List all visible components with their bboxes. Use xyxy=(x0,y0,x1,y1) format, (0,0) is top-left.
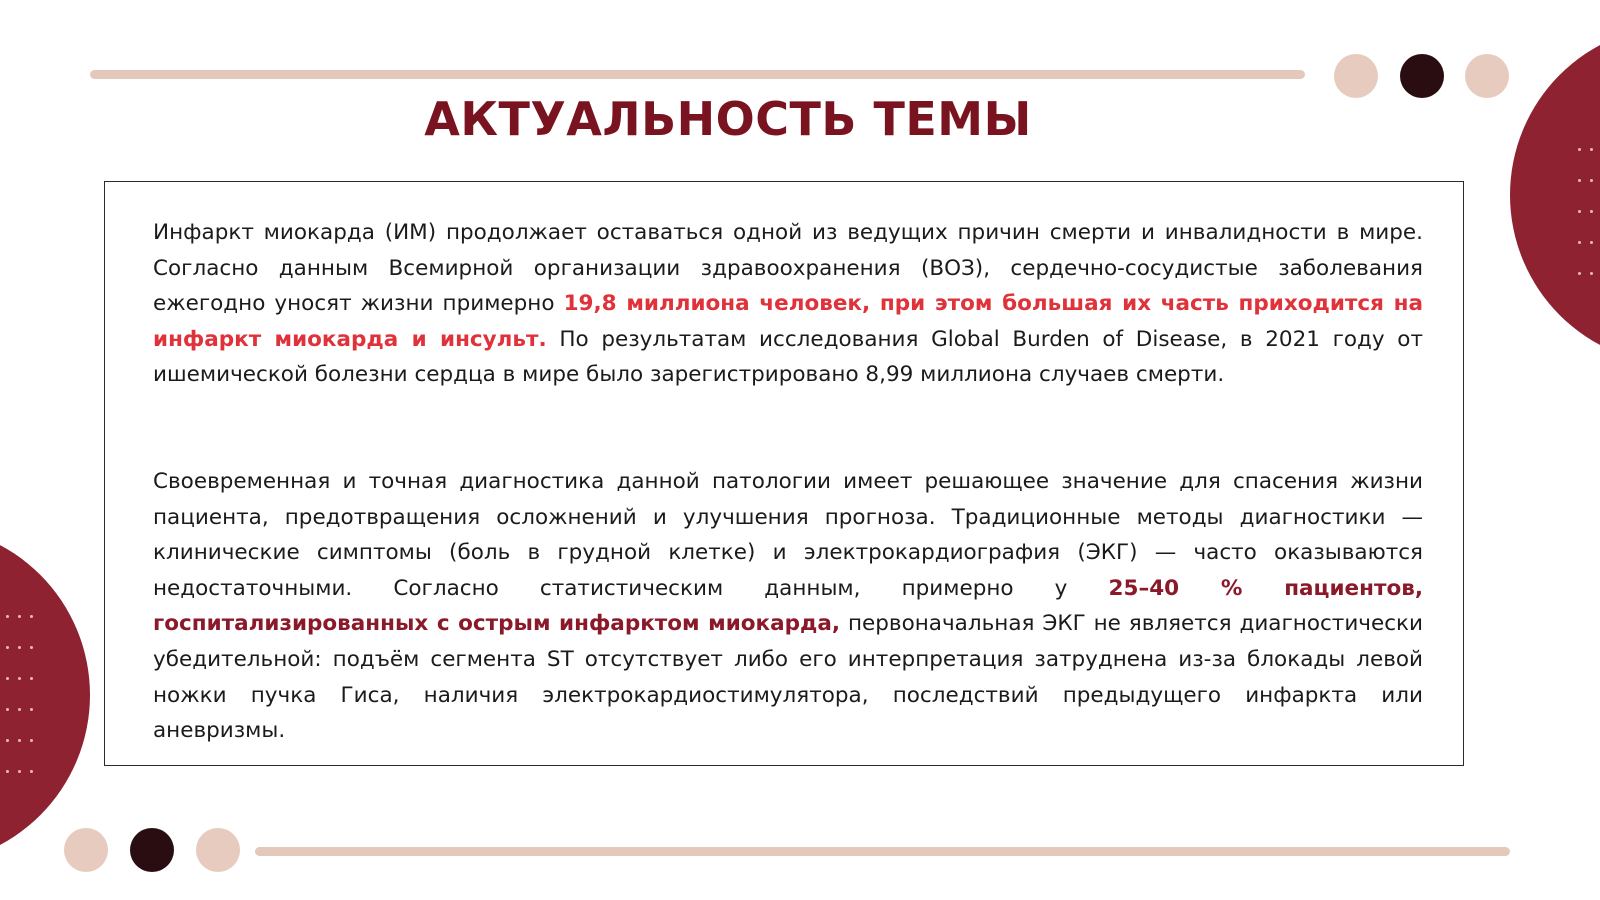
decor-dot-grid-left xyxy=(6,615,36,773)
decor-dot-light xyxy=(64,828,108,872)
decor-dot-light xyxy=(196,828,240,872)
bottom-divider-bar xyxy=(255,847,1510,856)
slide-title: АКТУАЛЬНОСТЬ ТЕМЫ xyxy=(424,92,1032,146)
decor-dot-dark xyxy=(130,828,174,872)
paragraph-text: Инфаркт миокарда (ИМ) продолжает оставаться одной из ведущих причин смерти и инвалидности в мире. Согласно данным Всемирной организации здравоохранения (ВОЗ), сердечно-сосудистые заболевания ежегодно уносят жизни примерно xyxy=(153,220,1423,317)
paragraph-text: Своевременная и точная диагностика данной патологии имеет решающее значение для спасения жизни пациента, предотвращения осложнений и улучшения прогноза. Традиционные методы диагностики — клинические симптомы (боль в грудной клетке) и электрокардиография (ЭКГ) — часто оказываются недостаточными. Согласно статистическим данным, примерно у xyxy=(153,469,1423,601)
paragraph-text: первоначальная ЭКГ не является диагностически убедительной: подъём сегмента ST отсутствует либо его интерпретация затруднена из-за блокады левой ножки пучка Гиса, наличия электрокардиостимулятора, последствий предыдущего инфаркта или аневризмы. xyxy=(153,611,1424,744)
paragraph-text: По результатам исследования Global Burden of Disease, в 2021 году от ишемической болезни сердца в мире было зарегистрировано 8,99 миллиона случаев смерти. xyxy=(153,326,1423,388)
content-card xyxy=(104,181,1464,766)
decor-dot-grid-right xyxy=(1578,148,1600,275)
paragraph-diagnostics xyxy=(153,464,1423,749)
top-divider-bar xyxy=(90,70,1305,79)
highlight-statistic: 25–40 % пациентов, госпитализированных с острым инфарктом миокарда, xyxy=(153,575,1423,637)
decor-dot-light xyxy=(1465,54,1509,98)
highlight-statistic: 19,8 миллиона человек, при этом большая их часть приходится на инфаркт миокарда и инсульт. xyxy=(153,291,1424,352)
paragraph-relevance xyxy=(153,215,1423,393)
